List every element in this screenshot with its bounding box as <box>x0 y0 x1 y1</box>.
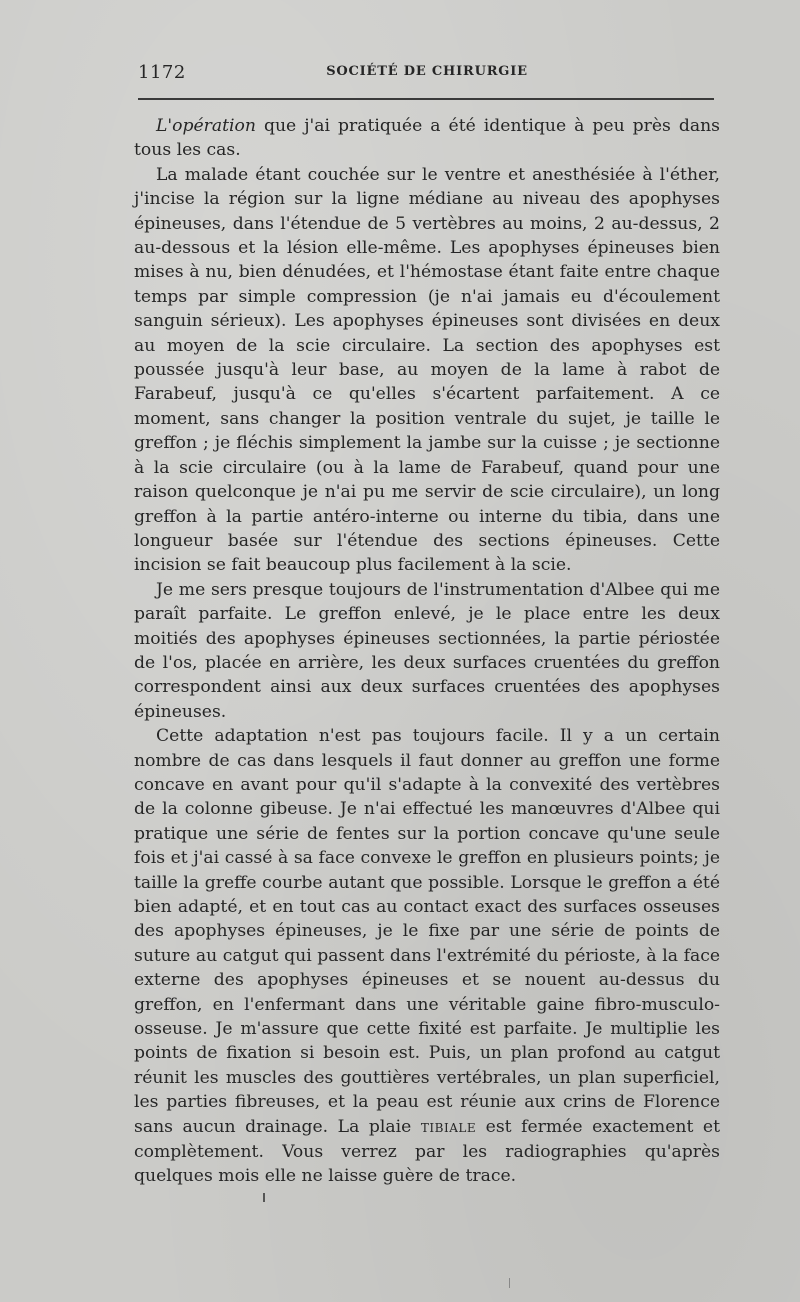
body-text <box>134 114 720 1189</box>
paragraph-adaptation-end: est fermée exactement et complètement. Vous verrez par les radiographies qu'après quelques mois elle ne laisse guère de trace. <box>134 1116 720 1187</box>
header-rule <box>138 98 714 100</box>
tibiale-smallcaps: TIBIALE <box>420 1120 477 1135</box>
paragraph-operation <box>134 114 720 163</box>
paragraph-albee: Je me sers presque toujours de l'instrumentation d'Albee qui me paraît parfaite. Le greffon enlevé, je le place entre les deux moitiés des apophyses épineuses sectionnées, la partie périostée de l'os, placée en arrière, les deux surfaces cruentées du greffon correspondent ainsi aux deux surfaces cruentées des apophyses épineuses. <box>134 579 720 722</box>
paragraph-adaptation <box>134 724 720 1189</box>
print-speck <box>509 1278 510 1288</box>
paragraph-adaptation-text: Cette adaptation n'est pas toujours facile. Il y a un certain nombre de cas dans lesquels il faut donner au greffon une forme concave en avant pour qu'il s'adapte à la convexité des vertèbres de la colonne gibeuse. Je n'ai effectué les manœuvres d'Albee qui pratique une série de fentes sur la portion concave qu'une seule fois et j'ai cassé à sa face convexe le greffon en plusieurs points; je taille la greffe courbe autant que possible. Lorsque le greffon a été bien adapté, et en tout cas au contact exact des surfaces osseuses des apophyses épineuses, je le fixe par une série de points de suture au catgut qui passent dans l'extrémité du périoste, à la face externe des apophyses épineuses et se nouent au-dessus du greffon, en l'enfermant dans une véritable gaine fibro-musculo-osseuse. Je m'assure que cette fixité est parfaite. Je multiplie les points de fixation si besoin est. Puis, un plan profond au catgut réunit les muscles des gouttières vertébrales, un plan superficiel, les parties fibreuses, et la peau est réunie aux crins de Florence sans aucun drainage. La plaie <box>134 726 720 1137</box>
page-number: 1172 <box>138 62 186 83</box>
paragraph-operation-rest: que j'ai pratiquée a été identique à peu près dans tous les cas. <box>134 116 720 161</box>
operation-italic: L'opération <box>156 116 256 136</box>
print-speck <box>263 1193 265 1202</box>
running-head: SOCIÉTÉ DE CHIRURGIE <box>326 64 528 79</box>
paragraph-procedure: La malade étant couchée sur le ventre et anesthésiée à l'éther, j'incise la région sur la ligne médiane au niveau des apophyses épineuses, dans l'étendue de 5 vertèbres au moins, 2 au-dessus, 2 au-dessous et la lésion elle-même. Les apophyses épineuses bien mises à nu, bien dénudées, et l'hémostase étant faite entre chaque temps par simple compression (je n'ai jamais eu d'écoulement sanguin sérieux). Les apophyses épineuses sont divisées en deux au moyen de la scie circulaire. La section des apophyses est poussée jusqu'à leur base, au moyen de la lame à rabot de Farabeuf, jusqu'à ce qu'elles s'écartent parfaitement. A ce moment, sans changer la position ventrale du sujet, je taille le greffon ; je fléchis simplement la jambe sur la cuisse ; je sectionne à la scie circulaire (ou à la lame de Farabeuf, quand pour une raison quelconque je n'ai pu me servir de scie circulaire), un long greffon à la partie antéro-interne ou interne du tibia, dans une longueur basée sur l'étendue des sections épineuses. Cette incision se fait beaucoup plus facilement à la scie. <box>134 164 720 576</box>
page-header <box>138 60 716 88</box>
